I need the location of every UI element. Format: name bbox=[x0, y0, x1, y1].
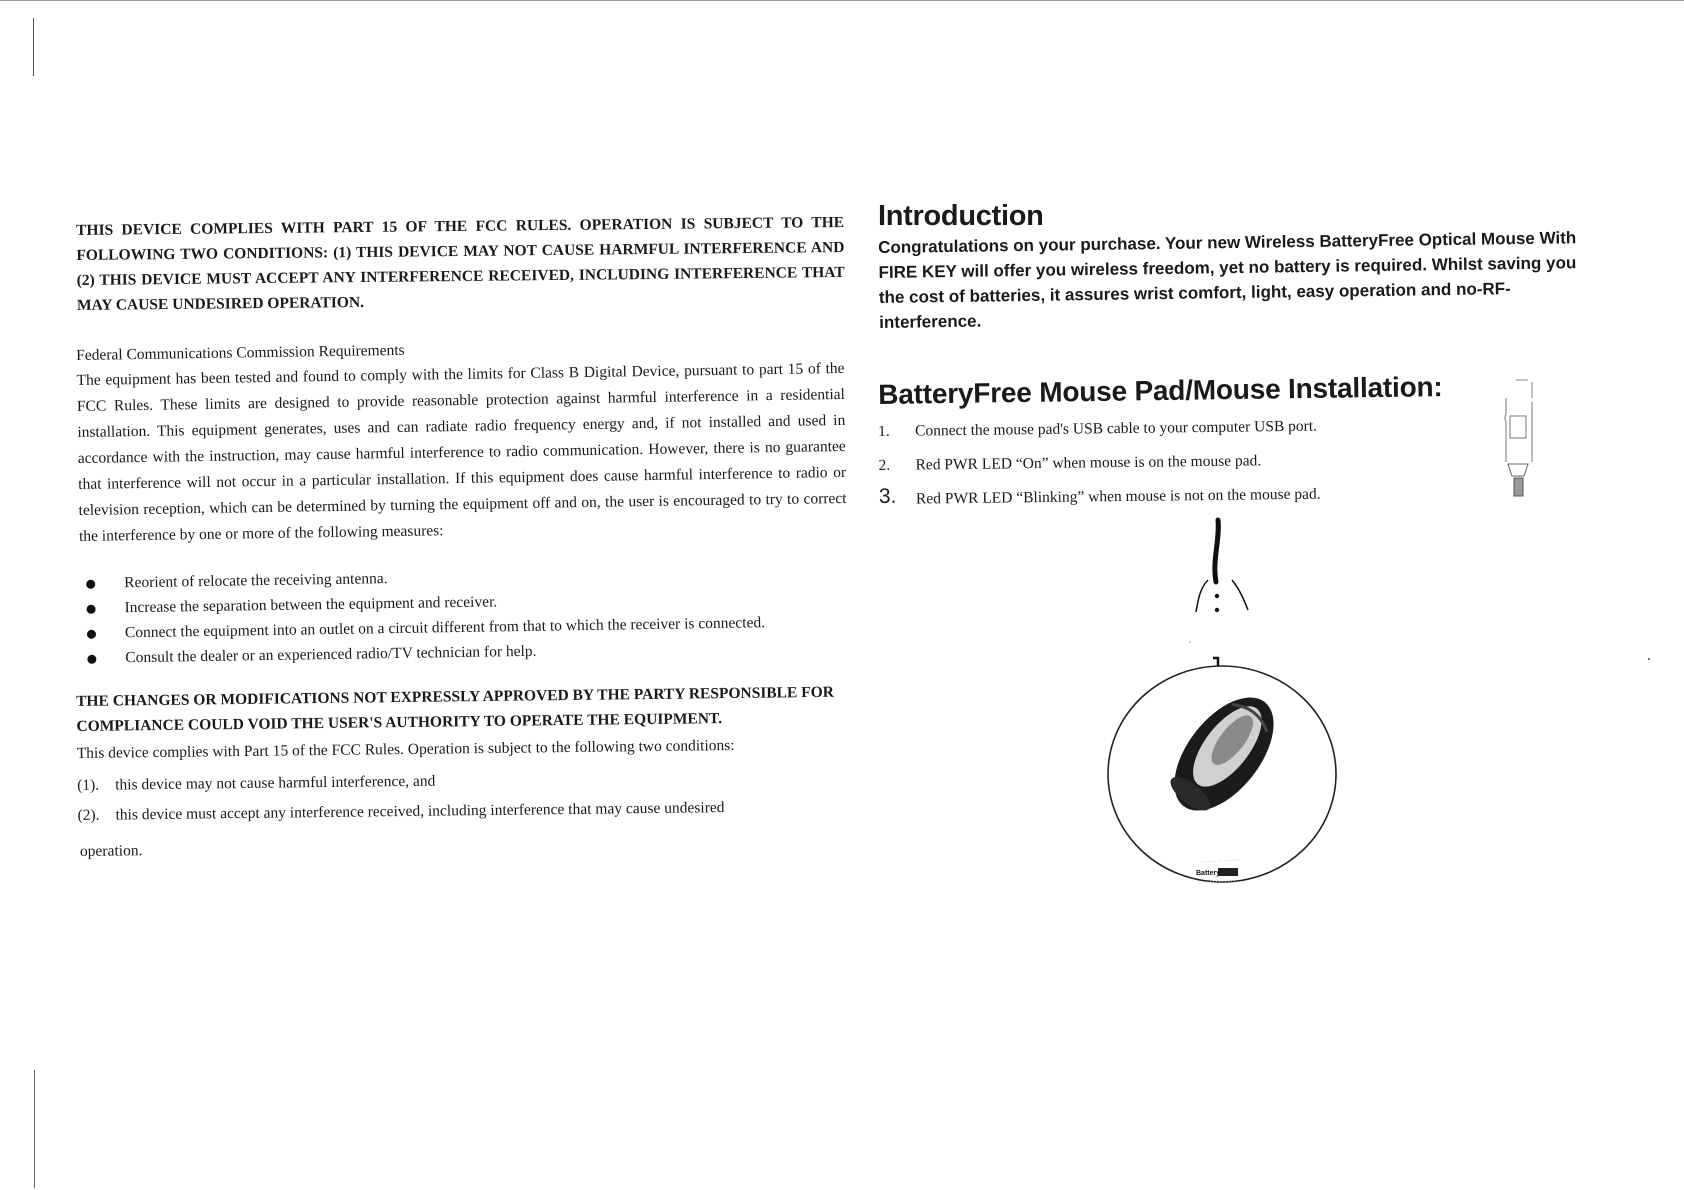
list-item: Reorient of relocate the receiving antenna. bbox=[76, 560, 844, 596]
scan-speck bbox=[1648, 658, 1650, 660]
interference-measures-list bbox=[76, 560, 845, 671]
introduction-heading: Introduction bbox=[878, 200, 1044, 232]
complies-line: This device complies with Part 15 of the FCC Rules. Operation is subject to the following two conditions: bbox=[76, 736, 735, 762]
fcc-changes-warning bbox=[76, 680, 846, 861]
scan-edge-left-bottom bbox=[34, 1070, 35, 1188]
bullet-icon bbox=[87, 605, 96, 614]
list-item: 3. Red PWR LED “Blinking” when mouse is not on the mouse pad. bbox=[878, 484, 1321, 508]
list-item: 1. Connect the mouse pad's USB cable to your computer USB port. bbox=[878, 417, 1318, 440]
scan-edge-top bbox=[0, 0, 1684, 1]
list-item: Connect the equipment into an outlet on a circuit different from that to which the receiver is connected. bbox=[77, 610, 845, 646]
list-item: Consult the dealer or an experienced radio/TV technician for help. bbox=[77, 635, 845, 671]
list-item: (1). this device may not cause harmful interference, and bbox=[77, 772, 436, 794]
scan-edge-left-top bbox=[33, 18, 34, 76]
bullet-icon bbox=[87, 655, 96, 664]
conditions-list bbox=[77, 764, 846, 829]
usb-cable bbox=[1215, 520, 1218, 582]
fcc-requirements-title: Federal Communications Commission Requirements bbox=[76, 341, 405, 364]
list-item: 2. Red PWR LED “On” when mouse is on the mouse pad. bbox=[878, 452, 1262, 474]
list-item: (2). this device must accept any interference received, including interference that may cause undesired bbox=[77, 799, 725, 824]
list-item: Increase the separation between the equipment and receiver. bbox=[76, 585, 844, 621]
changes-warning-text: THE CHANGES OR MODIFICATIONS NOT EXPRESSLY APPROVED BY THE PARTY RESPONSIBLE FOR COMPLIANCE COULD VOID THE USER'S AUTHORITY TO OPERATE THE EQUIPMENT. bbox=[76, 683, 835, 735]
installation-steps bbox=[878, 412, 1599, 511]
product-section bbox=[878, 200, 1598, 523]
conditions-continuation: operation. bbox=[79, 842, 143, 860]
bullet-icon bbox=[86, 580, 95, 589]
fcc-requirements bbox=[76, 332, 847, 550]
installation-heading: BatteryFree Mouse Pad/Mouse Installation: bbox=[878, 371, 1443, 410]
mouse-pad-illustration bbox=[1100, 510, 1360, 910]
bullet-icon bbox=[87, 630, 96, 639]
fcc-section bbox=[76, 213, 847, 861]
fcc-requirements-body: The equipment has been tested and found to comply with the limits for Class B Digital Device, pursuant to part 15 of the FCC Rules. These limits are designed to provide reasonable protection against harmful interference in a residential installation. This equipment generates, uses and can radiate radio frequency energy and, if not installed and used in accordance with the instruction, may cause harmful interference to radio communication. However, there is no guarantee that interference will not occur in a particular installation. If this equipment does cause harmful interference to radio or television reception, which can be determined by turning the equipment off and on, the user is encouraged to try to correct the interference by one or more of the following measures: bbox=[76, 359, 847, 545]
usb-connector-icon bbox=[1498, 378, 1538, 502]
fcc-compliance-statement: THIS DEVICE COMPLIES WITH PART 15 OF THE FCC RULES. OPERATION IS SUBJECT TO THE FOLLOWING TWO CONDITIONS: (1) THIS DEVICE MAY NOT CAUSE HARMFUL INTERFERENCE AND (2) THIS DEVICE MUST ACCEPT ANY INTERFERENCE RECEIVED, INCLUDING INTERFERENCE THAT MAY CAUSE UNDESIRED OPERATION. bbox=[76, 213, 845, 314]
svg-text:Battery: Battery bbox=[1196, 870, 1221, 877]
introduction-text: Congratulations on your purchase. Your new Wireless BatteryFree Optical Mouse With FIRE KEY will offer you wireless freedom, yet no battery is required. Whilst saving you the cost of batteries, it assures wrist comfort, light, easy operation and no-RF-interference. bbox=[878, 228, 1577, 332]
